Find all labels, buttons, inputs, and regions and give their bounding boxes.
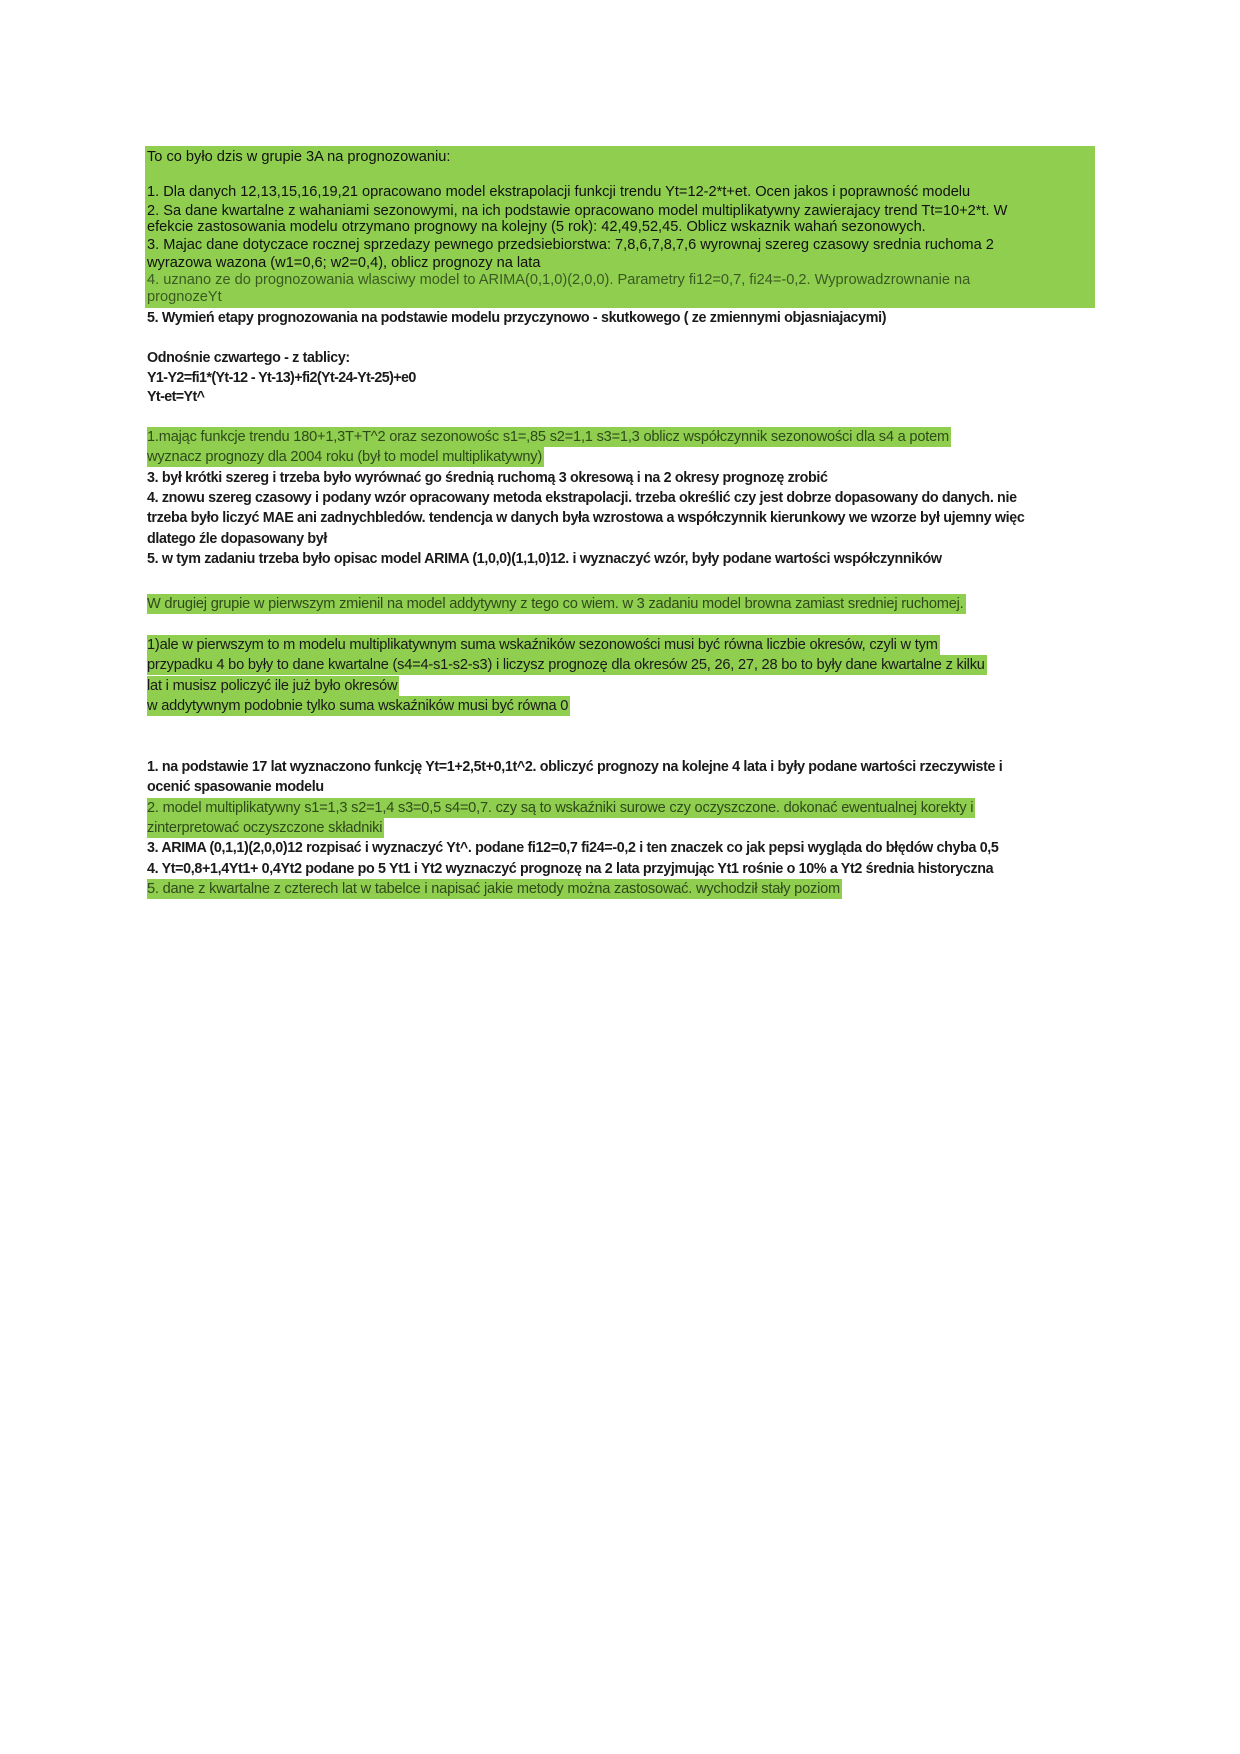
explanation-line-1: 1)ale w pierwszym to m modelu multiplikatywnym suma wskaźników sezonowości musi być równa liczbie okresów, czyli w tym bbox=[147, 637, 938, 653]
task-3-line-2: wyrazowa wazona (w1=0,6; w2=0,4), oblicz prognozy na lata bbox=[147, 255, 541, 271]
task-4-text-3: dlatego źle dopasowany był bbox=[147, 531, 327, 547]
highlighted-task-1-line-2: wyznacz prognozy dla 2004 roku (był to model multiplikatywny) bbox=[147, 449, 542, 465]
task-3-text: 3. był krótki szereg i trzeba było wyrównać go średnią ruchomą 3 okresową i na 2 okresy prognozę zrobić bbox=[147, 470, 828, 486]
exam-task-1-line-2: ocenić spasowanie modelu bbox=[147, 779, 324, 795]
task-4-line-2: prognozeYt bbox=[147, 289, 222, 305]
formula-2: Yt-et=Yt^ bbox=[147, 389, 205, 405]
exam-task-3: 3. ARIMA (0,1,1)(2,0,0)12 rozpisać i wyznaczyć Yt^. podane fi12=0,7 fi24=-0,2 i ten znaczek co jak pepsi wygląda do błędów chyba 0,5 bbox=[147, 840, 999, 856]
exam-task-2-line-2: zinterpretować oczyszczone składniki bbox=[147, 820, 383, 836]
exam-task-2-line-1: 2. model multiplikatywny s1=1,3 s2=1,4 s3=0,5 s4=0,7. czy są to wskaźniki surowe czy oczyszczone. dokonać ewentualnej korekty i bbox=[147, 800, 974, 816]
task-2-line-1: 2. Sa dane kwartalne z wahaniami sezonowymi, na ich podstawie opracowano model multiplikatywny zawierajacy trend Tt=10+2*t. W bbox=[147, 203, 1008, 219]
section-heading-table: Odnośnie czwartego - z tablicy: bbox=[147, 350, 350, 366]
task-4-text-2: trzeba było liczyć MAE ani zadnychbledów. tendencja w danych była wzrostowa a współczynnik kierunkowy we wzorze był ujemny więc bbox=[147, 510, 1025, 526]
formula-1: Y1-Y2=fi1*(Yt-12 - Yt-13)+fi2(Yt-24-Yt-25)+e0 bbox=[147, 370, 416, 386]
task-5-text: 5. w tym zadaniu trzeba było opisac model ARIMA (1,0,0)(1,1,0)12. i wyznaczyć wzór, były podane wartości współczynników bbox=[147, 551, 942, 567]
exam-task-4: 4. Yt=0,8+1,4Yt1+ 0,4Yt2 podane po 5 Yt1 i Yt2 wyznaczyć prognozę na 2 lata przyjmując Yt1 rośnie o 10% a Yt2 średnia historyczna bbox=[147, 861, 994, 877]
exam-task-1-line-1: 1. na podstawie 17 lat wyznaczono funkcję Yt=1+2,5t+0,1t^2. obliczyć prognozy na kolejne 4 lata i były podane wartości rzeczywiste i bbox=[147, 759, 1003, 775]
second-group-note: W drugiej grupie w pierwszym zmienil na model addytywny z tego co wiem. w 3 zadaniu model browna zamiast sredniej ruchomej. bbox=[147, 596, 964, 612]
task-1-line: 1. Dla danych 12,13,15,16,19,21 opracowano model ekstrapolacji funkcji trendu Yt=12-2*t+et. Ocen jakos i poprawność modelu bbox=[147, 184, 971, 200]
highlighted-task-1-line-1: 1.mając funkcje trendu 180+1,3T+T^2 oraz sezonowośc s1=,85 s2=1,1 s3=1,3 oblicz współczynnik sezonowości dla s4 a potem bbox=[147, 429, 949, 445]
task-3-line-1: 3. Majac dane dotyczace rocznej sprzedazy pewnego przedsiebiorstwa: 7,8,6,7,8,7,6 wyrownaj szereg czasowy srednia ruchoma 2 bbox=[147, 237, 994, 253]
explanation-line-2: przypadku 4 bo były to dane kwartalne (s4=4-s1-s2-s3) i liczysz prognozę dla okresów 25, 26, 27, 28 bo to były dane kwartalne z kilku bbox=[147, 657, 985, 673]
highlighted-notes-box bbox=[145, 146, 1095, 308]
task-4-line-1: 4. uznano ze do prognozowania wlasciwy model to ARIMA(0,1,0)(2,0,0). Parametry fi12=0,7, fi24=-0,2. Wyprowadzrownanie na bbox=[147, 272, 971, 288]
notes-title: To co było dzis w grupie 3A na prognozowaniu: bbox=[147, 149, 451, 165]
explanation-line-4: w addytywnym podobnie tylko suma wskaźników musi być równa 0 bbox=[147, 698, 569, 714]
task-4-text-1: 4. znowu szereg czasowy i podany wzór opracowany metoda ekstrapolacji. trzeba określić czy jest dobrze dopasowany do danych. nie bbox=[147, 490, 1017, 506]
task-2-line-2: efekcie zastosowania modelu otrzymano prognowy na kolejny (5 rok): 42,49,52,45. Oblicz wskaznik wahań sezonowych. bbox=[147, 219, 926, 235]
exam-task-5: 5. dane z kwartalne z czterech lat w tabelce i napisać jakie metody można zastosować. wychodził stały poziom bbox=[147, 881, 841, 897]
explanation-line-3: lat i musisz policzyć ile już było okresów bbox=[147, 678, 398, 694]
task-5-line: 5. Wymień etapy prognozowania na podstawie modelu przyczynowo - skutkowego ( ze zmiennymi objasniajacymi) bbox=[147, 310, 887, 326]
